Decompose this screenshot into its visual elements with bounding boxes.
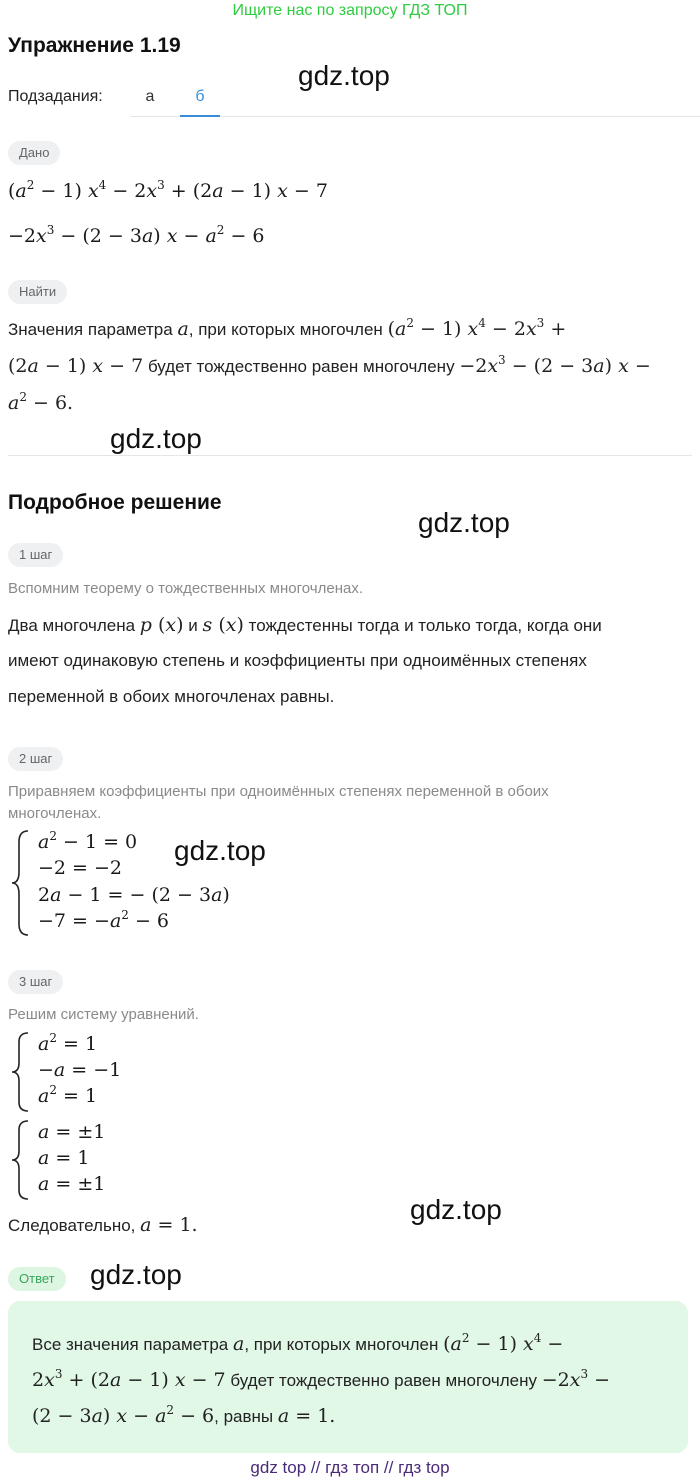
page-title: Упражнение 1.19 — [8, 34, 181, 57]
answer-chip: Ответ — [8, 1267, 66, 1291]
step1-note: Вспомним теорему о тождественных многочленах. — [8, 580, 363, 597]
watermark: gdz.top — [174, 835, 266, 866]
step2-chip: 2 шаг — [8, 747, 63, 771]
step2-eq-1: $a^2 - 1 = 0$ — [38, 829, 138, 853]
answer-text-3: будет тождественно равен многочлену — [230, 1371, 538, 1390]
given-polynomial-2: $-2x^3 - (2 - 3a) x - a^2 - 6$ — [8, 223, 265, 247]
step1-chip: 1 шаг — [8, 543, 63, 567]
answer-text-2: , при которых многочлен — [244, 1335, 439, 1354]
step1-line-3: переменной в обоих многочленах равны. — [8, 687, 335, 706]
conclusion-text: Следовательно, — [8, 1216, 136, 1235]
step2-note-2: многочленах. — [8, 805, 102, 822]
find-line-2: (2a − 1) x − 7 будет тождественно равен многочлену $-2x^3 - (2 - 3a) x$ − — [8, 353, 651, 377]
watermark: gdz.top — [110, 423, 202, 454]
step1-line-2: имеют одинаковую степень и коэффициенты при одноимённых степенях — [8, 651, 587, 670]
step2-note-1: Приравняем коэффициенты при одноимённых степенях переменной в обоих — [8, 783, 549, 800]
step2-eq-3: 2a − 1 = − (2 − 3a) — [38, 884, 230, 906]
find-line-1: Значения параметра a, при которых многочлен $(a^2 - 1) x^4 - 2x^3$ + — [8, 316, 567, 340]
given-polynomial-1: $(a^2 - 1) x^4 - 2x^3 + (2a - 1) x - 7$ — [8, 178, 328, 202]
answer-line-2: $2x^3 + (2a - 1) x - 7$ будет тождественно равен многочлену $-2x^3$ − — [32, 1367, 611, 1391]
watermark: gdz.top — [298, 60, 390, 91]
step3-conclusion: Следовательно, a = 1. — [8, 1214, 198, 1236]
watermark: gdz.top — [90, 1259, 182, 1290]
step2-eq-2: −2 = −2 — [38, 857, 123, 879]
step3-eq-3: $a^2 = 1$ — [38, 1083, 98, 1107]
step3-eq-2: −a = −1 — [38, 1059, 122, 1081]
answer-line-3: (2 − 3a) $x - a^2 - 6$, равны a = 1. — [32, 1403, 336, 1427]
step2-eq-4: $-7 = -a^2 - 6$ — [38, 908, 169, 932]
step1-text-b: и — [188, 616, 198, 635]
answer-text-1: Все значения параметра — [32, 1335, 229, 1354]
watermark: gdz.top — [410, 1194, 502, 1225]
step3-eq-6: a = ±1 — [38, 1173, 106, 1195]
tab-b[interactable]: б — [180, 88, 220, 117]
find-text-1: Значения параметра — [8, 320, 173, 339]
promo-banner: Ищите нас по запросу ГДЗ ТОП — [232, 2, 468, 19]
step3-eq-4: a = ±1 — [38, 1121, 106, 1143]
step3-eq-5: a = 1 — [38, 1147, 90, 1169]
divider — [8, 455, 692, 456]
footer-links: gdz top // гдз топ // гдз top — [250, 1458, 450, 1477]
step3-eq-1: $a^2 = 1$ — [38, 1031, 98, 1055]
step3-note: Решим систему уравнений. — [8, 1006, 199, 1023]
watermark: gdz.top — [418, 507, 510, 538]
step1-text-c: тождестенны тогда и только тогда, когда они — [248, 616, 602, 635]
subtask-tabs — [130, 78, 700, 117]
system-brace-icon — [8, 828, 34, 938]
system-brace-icon — [8, 1118, 34, 1202]
find-line-3: $a^2 - 6$. — [8, 390, 74, 414]
answer-line-1: Все значения параметра a, при которых многочлен $(a^2 - 1) x^4$ − — [32, 1331, 564, 1355]
answer-text-4: , равны — [214, 1407, 274, 1426]
subtasks-label: Подзадания: — [8, 88, 103, 105]
step3-chip: 3 шаг — [8, 970, 63, 994]
solution-heading: Подробное решение — [8, 491, 222, 514]
given-chip: Дано — [8, 141, 60, 165]
find-text-2: , при которых многочлен — [188, 320, 383, 339]
find-chip: Найти — [8, 280, 67, 304]
system-brace-icon — [8, 1030, 34, 1114]
tab-a[interactable]: а — [145, 88, 155, 105]
find-text-3: будет тождественно равен многочлену — [147, 357, 455, 376]
step1-line-1: Два многочлена p (x) и s (x) тождестенны тогда и только тогда, когда они — [8, 614, 602, 636]
step1-text-a: Два многочлена — [8, 616, 136, 635]
